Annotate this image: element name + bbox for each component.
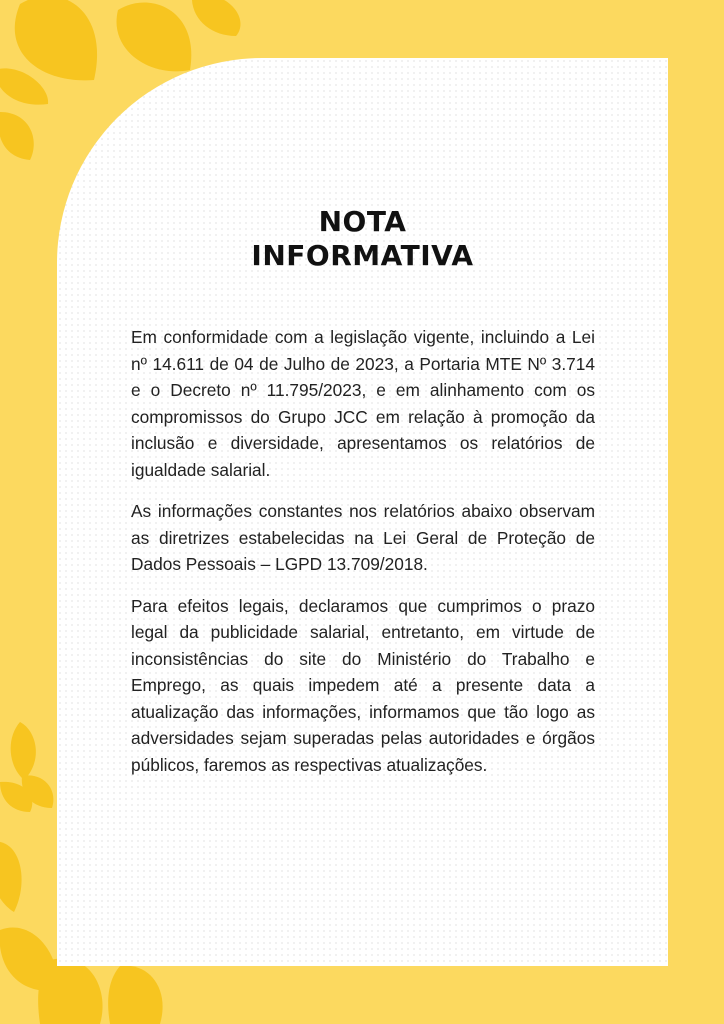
notice-card	[57, 58, 668, 966]
paragraph: Em conformidade com a legislação vigente, incluindo a Lei nº 14.611 de 04 de Julho de 2023, a Portaria MTE Nº 3.714 e o Decreto nº 11.795/2023, e em alinhamento com os compromissos do Grupo JCC em relação à promoção da inclusão e diversidade, apresentamos os relatórios de igualdade salarial.	[131, 327, 595, 480]
leaf-icon	[0, 68, 48, 104]
title-line-1: NOTA	[318, 205, 407, 238]
leaf-icon	[108, 966, 162, 1024]
paragraph: As informações constantes nos relatórios abaixo observam as diretrizes estabelecidas na Lei Geral de Proteção de Dados Pessoais – LGPD 13.709/2018.	[131, 501, 595, 574]
page-title	[57, 205, 668, 273]
leaf-icon	[192, 0, 241, 36]
leaf-icon	[117, 3, 192, 72]
paragraph: Para efeitos legais, declaramos que cumprimos o prazo legal da publicidade salarial, entretanto, em virtude de inconsistências do site do Ministério do Trabalho e Emprego, as quais impedem até a presente data a atualização das informações, informamos que tão logo as adversidades sejam superadas pelas autoridades e órgãos públicos, faremos as respectivas atualizações.	[131, 595, 595, 775]
leaf-icon	[38, 958, 102, 1024]
leaf-icon	[11, 722, 36, 780]
title-line-2: INFORMATIVA	[251, 239, 474, 272]
notice-body	[131, 324, 595, 793]
leaf-icon	[15, 0, 97, 80]
leaf-icon	[0, 841, 22, 912]
leaf-icon	[0, 112, 34, 160]
